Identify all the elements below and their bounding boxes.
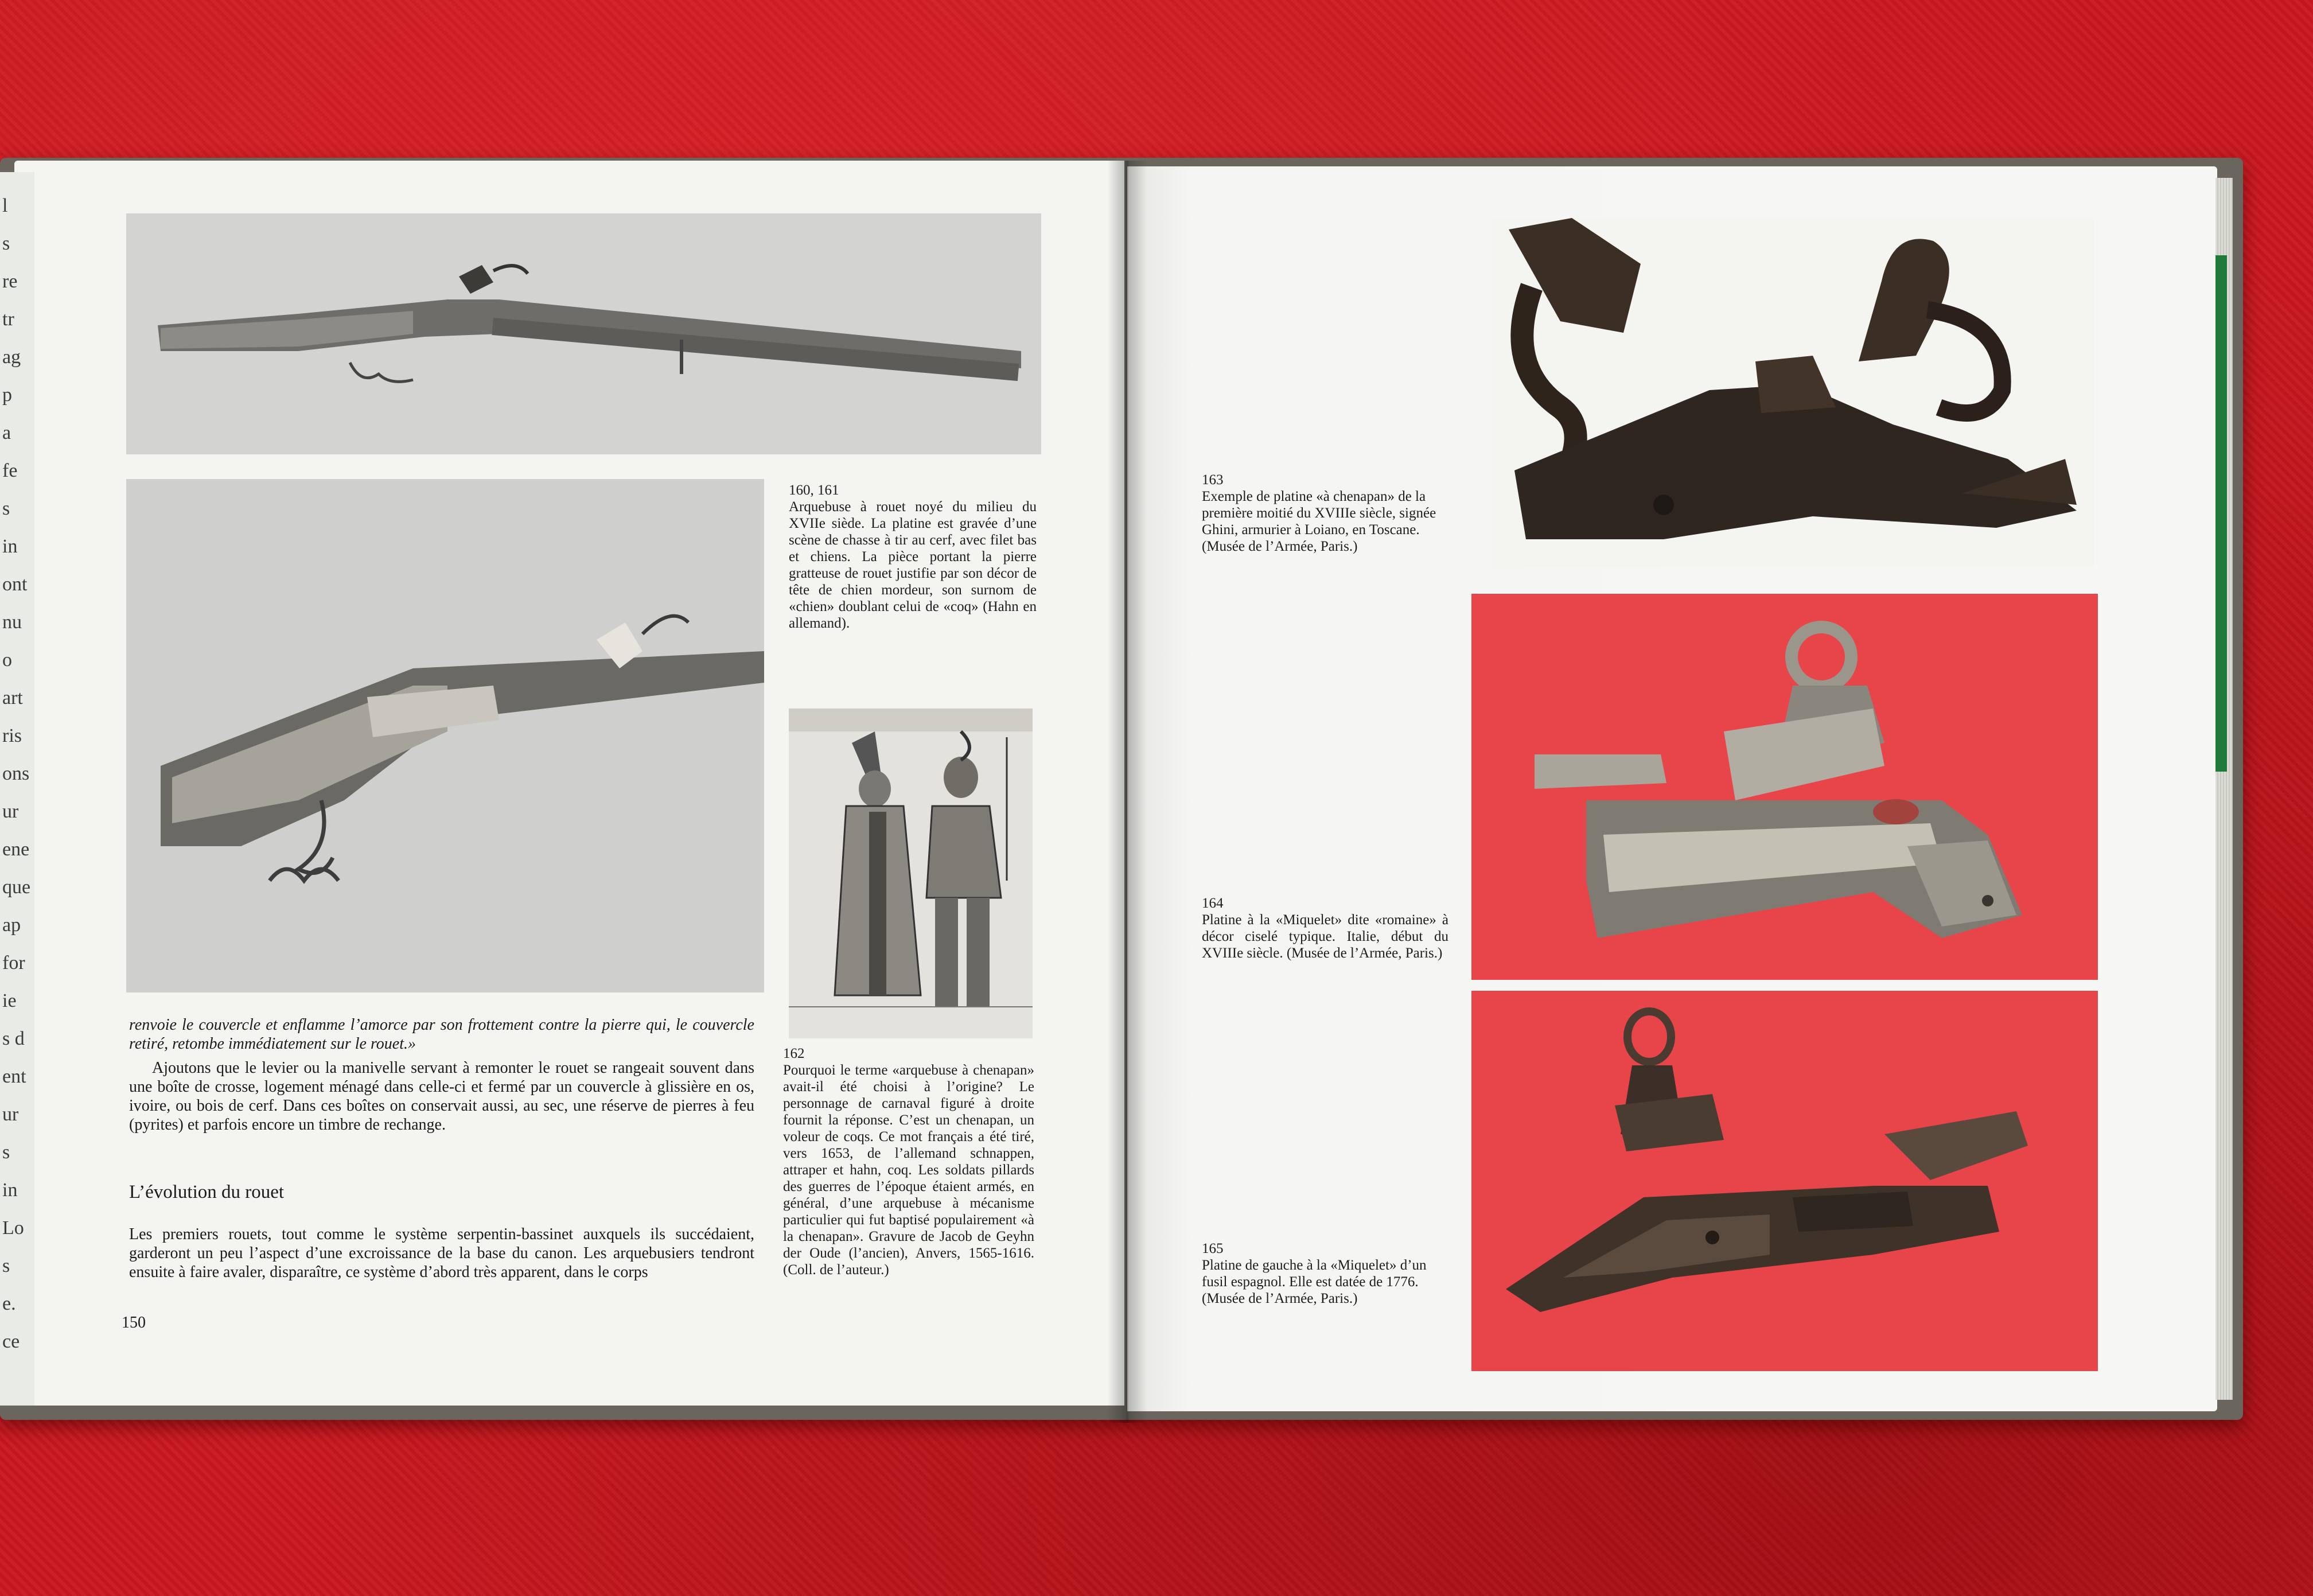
underlying-text-fragment: s <box>2 1255 10 1276</box>
photo-arquebus-lock <box>126 479 764 992</box>
underlying-text-fragment: ris <box>2 725 22 746</box>
underlying-text-fragment: in <box>2 536 18 557</box>
underlying-text-fragment: ur <box>2 801 19 822</box>
photo-miquelet-spanish-lock <box>1471 991 2098 1371</box>
underlying-text-fragment: s <box>2 233 10 254</box>
paragraph-2: Les premiers rouets, tout comme le système serpentin-bassinet auxquels ils succédaient, garderont un peu l’aspect d’une excroissance de la base du canon. Les arquebusiers tendront ensuite à faire avaler, disparaître, ce système d’abord très apparent, dans le corps <box>129 1225 754 1281</box>
underlying-text-fragment: que <box>2 877 31 898</box>
underlying-text-fragment: in <box>2 1180 18 1201</box>
paragraph-1: Ajoutons que le levier ou la manivelle servant à remonter le rouet se rangeait souvent dans une boîte de crosse, logement ménagé dans celle-ci et fermé par un couvercle à glissière en os, ivoire, ou bois de cerf. Dans ces boîtes on conservait aussi, au sec, une réserve de pierres à feu (pyrites) et parfois encore un timbre de rechange. <box>129 1059 754 1134</box>
underlying-text-fragment: p <box>2 384 12 406</box>
green-bookmark-tab <box>2215 255 2227 772</box>
photo-miquelet-romaine-lock <box>1471 594 2098 980</box>
quote-ending: renvoie le couvercle et enflamme l’amorce par son frottement contre la pierre qui, le couvercle retiré, retombe immédiatement sur le rouet.» <box>129 1016 754 1053</box>
underlying-text-fragment: ur <box>2 1104 19 1125</box>
underlying-text-fragment: e. <box>2 1293 16 1314</box>
caption-165 <box>1202 1240 1448 1307</box>
caption-160-161 <box>789 482 1037 632</box>
underlying-text-fragment: ie <box>2 990 17 1011</box>
section-heading: L’évolution du rouet <box>129 1182 285 1202</box>
caption-number: 160, 161 <box>789 482 839 498</box>
underlying-text-fragment: ons <box>2 763 30 784</box>
underlying-text-fragment: nu <box>2 612 22 633</box>
caption-text: Pourquoi le terme «arquebuse à chenapan» avait-il été choisi à l’origine? Le personnage de carnaval figuré à droite fournit la réponse. C’est un chenapan, un voleur de coqs. Ce mot français a été tiré, vers 1653, de l’allemand schnappen, attraper et hahn, coq. Les soldats pillards des guerres de l’époque étaient armés, en général, d’une arquebuse à mécanisme particulier qui fut baptisé populairement «à la chenapan». Gravure de Jacob de Geyhn der Oude (l’ancien), Anvers, 1565-1616. (Coll. de l’auteur.) <box>783 1062 1034 1278</box>
underlying-text-fragment: ene <box>2 839 30 860</box>
underlying-text-fragment: s d <box>2 1028 25 1049</box>
underlying-text-fragment: for <box>2 952 25 974</box>
caption-number: 165 <box>1202 1241 1224 1256</box>
page-number: 150 <box>122 1314 146 1332</box>
photo-chenapan-lock <box>1492 218 2094 568</box>
underlying-text-fragment: a <box>2 422 11 443</box>
caption-number: 162 <box>783 1046 805 1061</box>
underlying-text-fragment: ent <box>2 1066 26 1087</box>
underlying-text-fragment: o <box>2 649 12 671</box>
underlying-text-fragment: fe <box>2 460 18 481</box>
underlying-page-strip <box>0 172 34 1406</box>
caption-text: Platine à la «Miquelet» dite «romaine» à décor ciselé typique. Italie, début du XVIIIe siècle. (Musée de l’Armée, Paris.) <box>1202 912 1448 961</box>
underlying-text-fragment: s <box>2 498 10 519</box>
underlying-text-fragment: s <box>2 1142 10 1163</box>
underlying-text-fragment: ap <box>2 914 21 936</box>
underlying-text-fragment: ag <box>2 347 21 368</box>
caption-number: 164 <box>1202 896 1224 911</box>
caption-163 <box>1202 472 1448 555</box>
caption-text: Exemple de platine «à chenapan» de la première moitié du XVIIIe siècle, signée Ghini, armurier à Loiano, en Toscane. (Musée de l’Armée, Paris.) <box>1202 489 1436 554</box>
underlying-text-fragment: l <box>2 195 8 216</box>
underlying-text-fragment: ce <box>2 1331 20 1352</box>
caption-text: Arquebuse à rouet noyé du milieu du XVIIe siède. La platine est gravée d’une scène de chasse à tir au cerf, avec filet bas et chiens. La pièce portant la pierre gratteuse de rouet justifie par son décor de tête de chien mordeur, son surnom de «chien» doublant celui de «coq» (Hahn en allemand). <box>789 499 1037 631</box>
underlying-text-fragment: ont <box>2 574 28 595</box>
book-spine <box>1107 161 1147 1423</box>
caption-162 <box>783 1045 1034 1278</box>
underlying-text-fragment: tr <box>2 309 14 330</box>
underlying-text-fragment: art <box>2 687 23 709</box>
underlying-text-fragment: re <box>2 271 18 292</box>
photo-arquebus-full <box>126 213 1041 454</box>
engraving-chenapan-figures <box>789 709 1033 1038</box>
caption-number: 163 <box>1202 472 1224 488</box>
underlying-text-fragment: Lo <box>2 1217 24 1239</box>
caption-text: Platine de gauche à la «Miquelet» d’un fusil espagnol. Elle est datée de 1776. (Musée de l’Armée, Paris.) <box>1202 1258 1427 1306</box>
caption-164 <box>1202 895 1448 962</box>
